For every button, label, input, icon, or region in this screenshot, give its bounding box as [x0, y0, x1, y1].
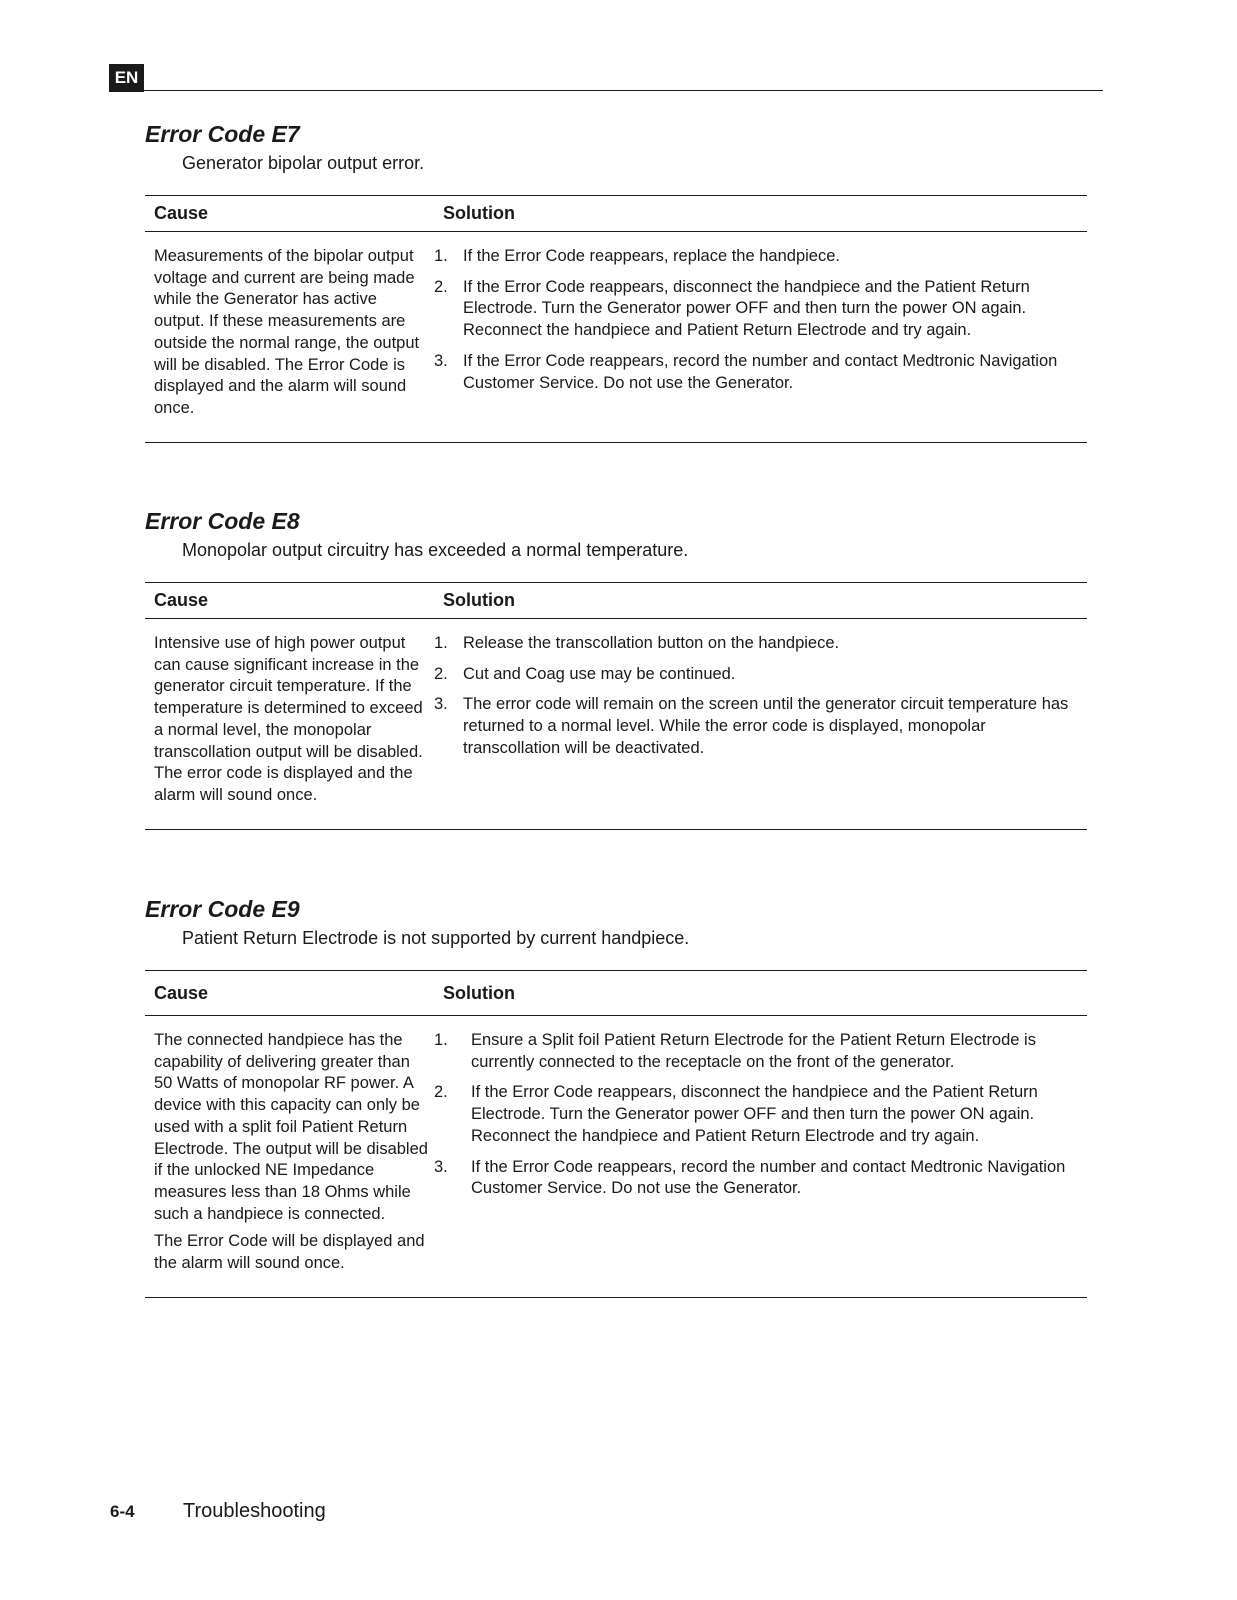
solution-step [434, 1157, 1083, 1200]
step-number: 2. [434, 664, 448, 683]
step-text: If the Error Code reappears, record the number and contact Medtronic Navigation Customer Service. Do not use the Generator. [463, 351, 1058, 392]
section-title: Error Code E8 [145, 508, 300, 534]
step-number: 3. [434, 1157, 448, 1176]
step-number: 1. [434, 1031, 448, 1049]
table-body [145, 232, 1087, 442]
cause-header: Cause [154, 590, 209, 610]
section-error-e8 [145, 507, 1087, 830]
step-number: 2. [434, 277, 448, 296]
solution-step [434, 351, 1083, 394]
solution-step [434, 277, 1083, 342]
solution-cell [434, 246, 1087, 426]
section-description: Monopolar output circuitry has exceeded a normal temperature. [182, 540, 689, 560]
step-number: 3. [434, 695, 448, 714]
cause-text: The Error Code will be displayed and the alarm will sound once. [154, 1232, 425, 1273]
step-text: Release the transcollation button on the handpiece. [463, 634, 840, 652]
section-error-e7 [145, 120, 1087, 443]
footer-section-title: Troubleshooting [183, 1500, 326, 1522]
table-header [145, 583, 1087, 619]
cause-text: Measurements of the bipolar output voltage and current are being made while the Generator has active output. If these measurements are outside the normal range, the output will be disabled. The Error Code is displayed and the alarm will sound once. [154, 247, 420, 417]
cause-cell [145, 633, 434, 813]
section-title: Error Code E7 [145, 121, 300, 147]
table-body [145, 619, 1087, 829]
solution-step [434, 694, 1083, 759]
table-header [145, 196, 1087, 232]
section-description: Patient Return Electrode is not supported by current handpiece. [182, 928, 690, 948]
step-text: The error code will remain on the screen until the generator circuit temperature has returned to a normal level. While the error code is displayed, monopolar transcollation will be deactivated. [463, 695, 1069, 757]
step-text: Ensure a Split foil Patient Return Electrode for the Patient Return Electrode is currently connected to the receptacle on the front of the generator. [471, 1031, 1036, 1071]
cause-solution-table [145, 970, 1087, 1298]
page-number: 6-4 [110, 1502, 135, 1521]
step-text: If the Error Code reappears, record the number and contact Medtronic Navigation Customer Service. Do not use the Generator. [471, 1157, 1066, 1198]
cause-header: Cause [154, 982, 209, 1003]
table-body [145, 1016, 1087, 1297]
solution-cell [434, 1030, 1087, 1281]
solution-header: Solution [443, 203, 515, 223]
section-title: Error Code E9 [145, 896, 300, 922]
solution-header: Solution [443, 590, 515, 610]
header-rule [109, 90, 1103, 91]
cause-solution-table [145, 582, 1087, 830]
section-error-e9 [145, 895, 1087, 1298]
language-tab: EN [109, 64, 144, 92]
cause-solution-table [145, 195, 1087, 443]
step-text: If the Error Code reappears, disconnect the handpiece and the Patient Return Electrode. Turn the Generator power OFF and then turn the power ON again. Reconnect the handpiece and Patient Return Electrode and try again. [463, 277, 1030, 340]
step-text: If the Error Code reappears, replace the handpiece. [463, 247, 840, 265]
step-text: If the Error Code reappears, disconnect the handpiece and the Patient Return Electrode. Turn the Generator power OFF and then turn the power ON again. Reconnect the handpiece and Patient Return Electrode and try again. [471, 1083, 1038, 1145]
solution-step [434, 246, 1083, 268]
cause-cell [145, 1030, 434, 1281]
step-number: 2. [434, 1083, 448, 1102]
cause-text: Intensive use of high power output can cause significant increase in the generator circuit temperature. If the temperature is determined to exceed a normal level, the monopolar transcollation output will be disabled. The error code is displayed and the alarm will sound once. [154, 634, 423, 804]
solution-step [434, 664, 1083, 686]
solution-step [434, 633, 1083, 655]
section-description: Generator bipolar output error. [182, 153, 425, 173]
step-text: Cut and Coag use may be continued. [463, 664, 736, 683]
step-number: 1. [434, 634, 448, 652]
step-number: 1. [434, 247, 448, 265]
solution-cell [434, 633, 1087, 813]
cause-header: Cause [154, 203, 209, 223]
cause-cell [145, 246, 434, 426]
solution-step [434, 1082, 1083, 1147]
solution-header: Solution [443, 982, 515, 1003]
cause-text: The connected handpiece has the capability of delivering greater than 50 Watts of monopolar RF power. A device with this capacity can only be used with a split foil Patient Return Electrode. The output will be disabled if the unlocked NE Impedance measures less than 18 Ohms while such a handpiece is connected. [154, 1031, 428, 1223]
solution-step [434, 1030, 1083, 1073]
step-number: 3. [434, 351, 448, 370]
table-header [145, 971, 1087, 1016]
